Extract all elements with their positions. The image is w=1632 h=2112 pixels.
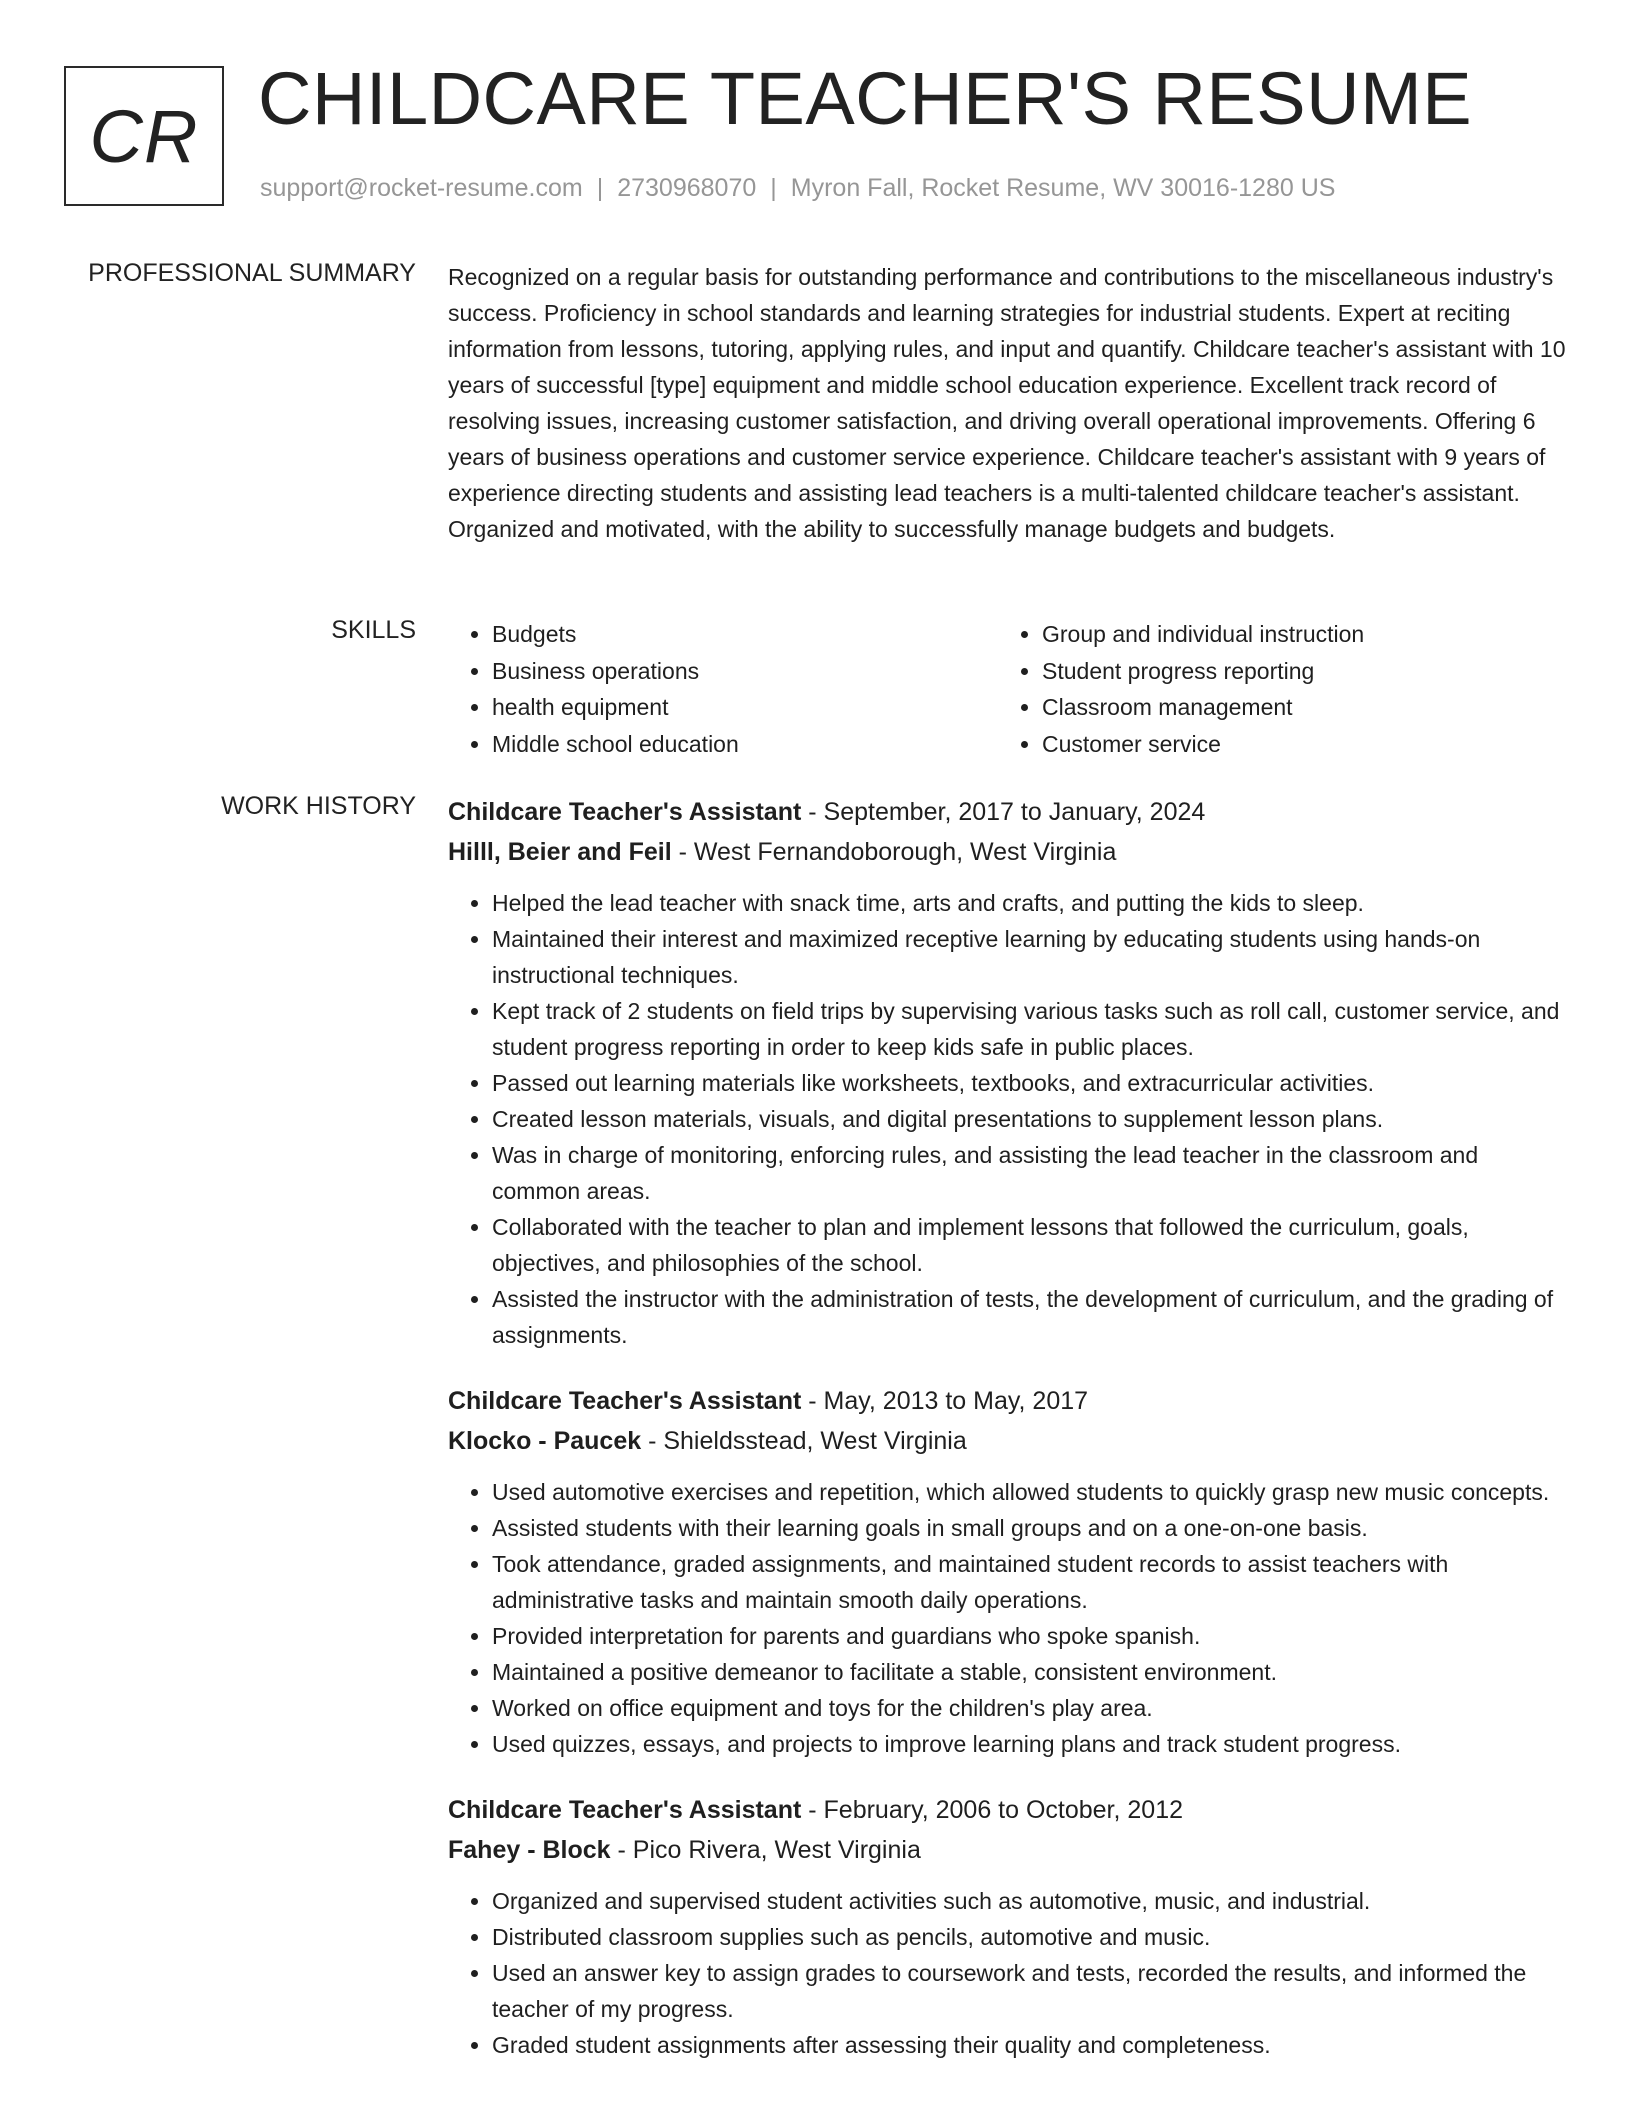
job-company: Fahey - Block [448,1836,611,1864]
summary-label: PROFESSIONAL SUMMARY [88,259,416,287]
job-bullet: • Kept track of 2 students on field trips by supervising various tasks such as roll call, customer service, and student progress reporting in order to keep kids safe in public places. [492,993,1568,1065]
job-bullet: • Maintained their interest and maximized receptive learning by educating students using hands-on instructional techniques. [492,921,1568,993]
skill-item: • Group and individual instruction [1042,616,1548,653]
job-location: - West Fernandoborough, West Virginia [671,838,1117,866]
contact-separator: | [770,174,777,202]
skills-list-right [998,616,1548,762]
skills-label: SKILLS [331,616,416,644]
job-bullet: • Was in charge of monitoring, enforcing rules, and assisting the lead teacher in the classroom and common areas. [492,1137,1568,1209]
job-location: - Pico Rivera, West Virginia [610,1836,921,1864]
job-bullet: • Distributed classroom supplies such as pencils, automotive and music. [492,1919,1568,1955]
contact-line [260,174,1335,203]
work-label: WORK HISTORY [221,792,416,820]
job-title: Childcare Teacher's Assistant [448,798,802,826]
job-bullet: • Used automotive exercises and repetition, which allowed students to quickly grasp new music concepts. [492,1474,1568,1510]
job-entry [448,792,1568,1353]
job-title: Childcare Teacher's Assistant [448,1387,802,1415]
job-entry [448,1790,1568,2063]
job-title-line [448,792,1568,832]
job-company: Hilll, Beier and Feil [448,838,672,866]
job-bullet: • Helped the lead teacher with snack time, arts and crafts, and putting the kids to sleep. [492,885,1568,921]
job-bullet: • Passed out learning materials like worksheets, textbooks, and extracurricular activities. [492,1065,1568,1101]
contact-address: Myron Fall, Rocket Resume, WV 30016-1280 US [790,174,1336,202]
job-company-line [448,1421,1568,1461]
skill-item: • Customer service [1042,726,1548,763]
job-dates: - May, 2013 to May, 2017 [801,1387,1089,1415]
job-dates: - February, 2006 to October, 2012 [801,1796,1184,1824]
job-bullet: • Organized and supervised student activities such as automotive, music, and industrial. [492,1883,1568,1919]
job-dates: - September, 2017 to January, 2024 [801,798,1206,826]
contact-phone: 2730968070 [617,174,757,202]
job-company-line [448,832,1568,872]
job-company-line [448,1830,1568,1870]
summary-text: Recognized on a regular basis for outstanding performance and contributions to the miscellaneous industry's success. Proficiency in school standards and learning strategies for industrial students. Expert at reciting information from lessons, tutoring, applying rules, and input and quantify. Childcare teacher's assistant with 10 years of successful [type] equipment and middle school education experience. Excellent track record of resolving issues, increasing customer satisfaction, and driving overall operational improvements. Offering 6 years of business operations and customer service experience. Childcare teacher's assistant with 9 years of experience directing students and assisting lead teachers is a multi-talented childcare teacher's assistant. Organized and motivated, with the ability to successfully manage budgets and budgets. [448,264,1566,542]
job-bullet: • Assisted students with their learning goals in small groups and on a one-on-one basis. [492,1510,1568,1546]
skill-item: • Business operations [492,653,998,690]
monogram-box [64,66,224,206]
job-bullet: • Created lesson materials, visuals, and digital presentations to supplement lesson plans. [492,1101,1568,1137]
job-bullet: • Used quizzes, essays, and projects to improve learning plans and track student progress. [492,1726,1568,1762]
job-bullet: • Provided interpretation for parents and guardians who spoke spanish. [492,1618,1568,1654]
skills-list-left [448,616,998,762]
job-bullet: • Assisted the instructor with the administration of tests, the development of curriculum, and the grading of assignments. [492,1281,1568,1353]
skill-item: • Classroom management [1042,689,1548,726]
job-bullet: • Worked on office equipment and toys for the children's play area. [492,1690,1568,1726]
job-bullet: • Maintained a positive demeanor to facilitate a stable, consistent environment. [492,1654,1568,1690]
skill-item: • Budgets [492,616,998,653]
contact-separator: | [596,174,604,202]
job-title-line [448,1790,1568,1830]
job-location: - Shieldsstead, West Virginia [641,1427,967,1455]
job-bullets [448,885,1568,1353]
resume-title: CHILDCARE TEACHER'S RESUME [258,57,1473,140]
job-title-line [448,1381,1568,1421]
job-title: Childcare Teacher's Assistant [448,1796,802,1824]
job-bullet: • Took attendance, graded assignments, and maintained student records to assist teachers with administrative tasks and maintain smooth daily operations. [492,1546,1568,1618]
job-company: Klocko - Paucek [448,1427,642,1455]
skill-item: • Student progress reporting [1042,653,1548,690]
skill-item: • Middle school education [492,726,998,763]
monogram-text: CR [89,94,199,178]
job-bullets [448,1883,1568,2063]
job-bullet: • Collaborated with the teacher to plan and implement lessons that followed the curriculum, goals, objectives, and philosophies of the school. [492,1209,1568,1281]
job-bullets [448,1474,1568,1762]
job-bullet: • Graded student assignments after assessing their quality and completeness. [492,2027,1568,2063]
job-bullet: • Used an answer key to assign grades to coursework and tests, recorded the results, and informed the teacher of my progress. [492,1955,1568,2027]
job-entry [448,1381,1568,1762]
skill-item: • health equipment [492,689,998,726]
contact-email: support@rocket-resume.com [260,174,583,202]
